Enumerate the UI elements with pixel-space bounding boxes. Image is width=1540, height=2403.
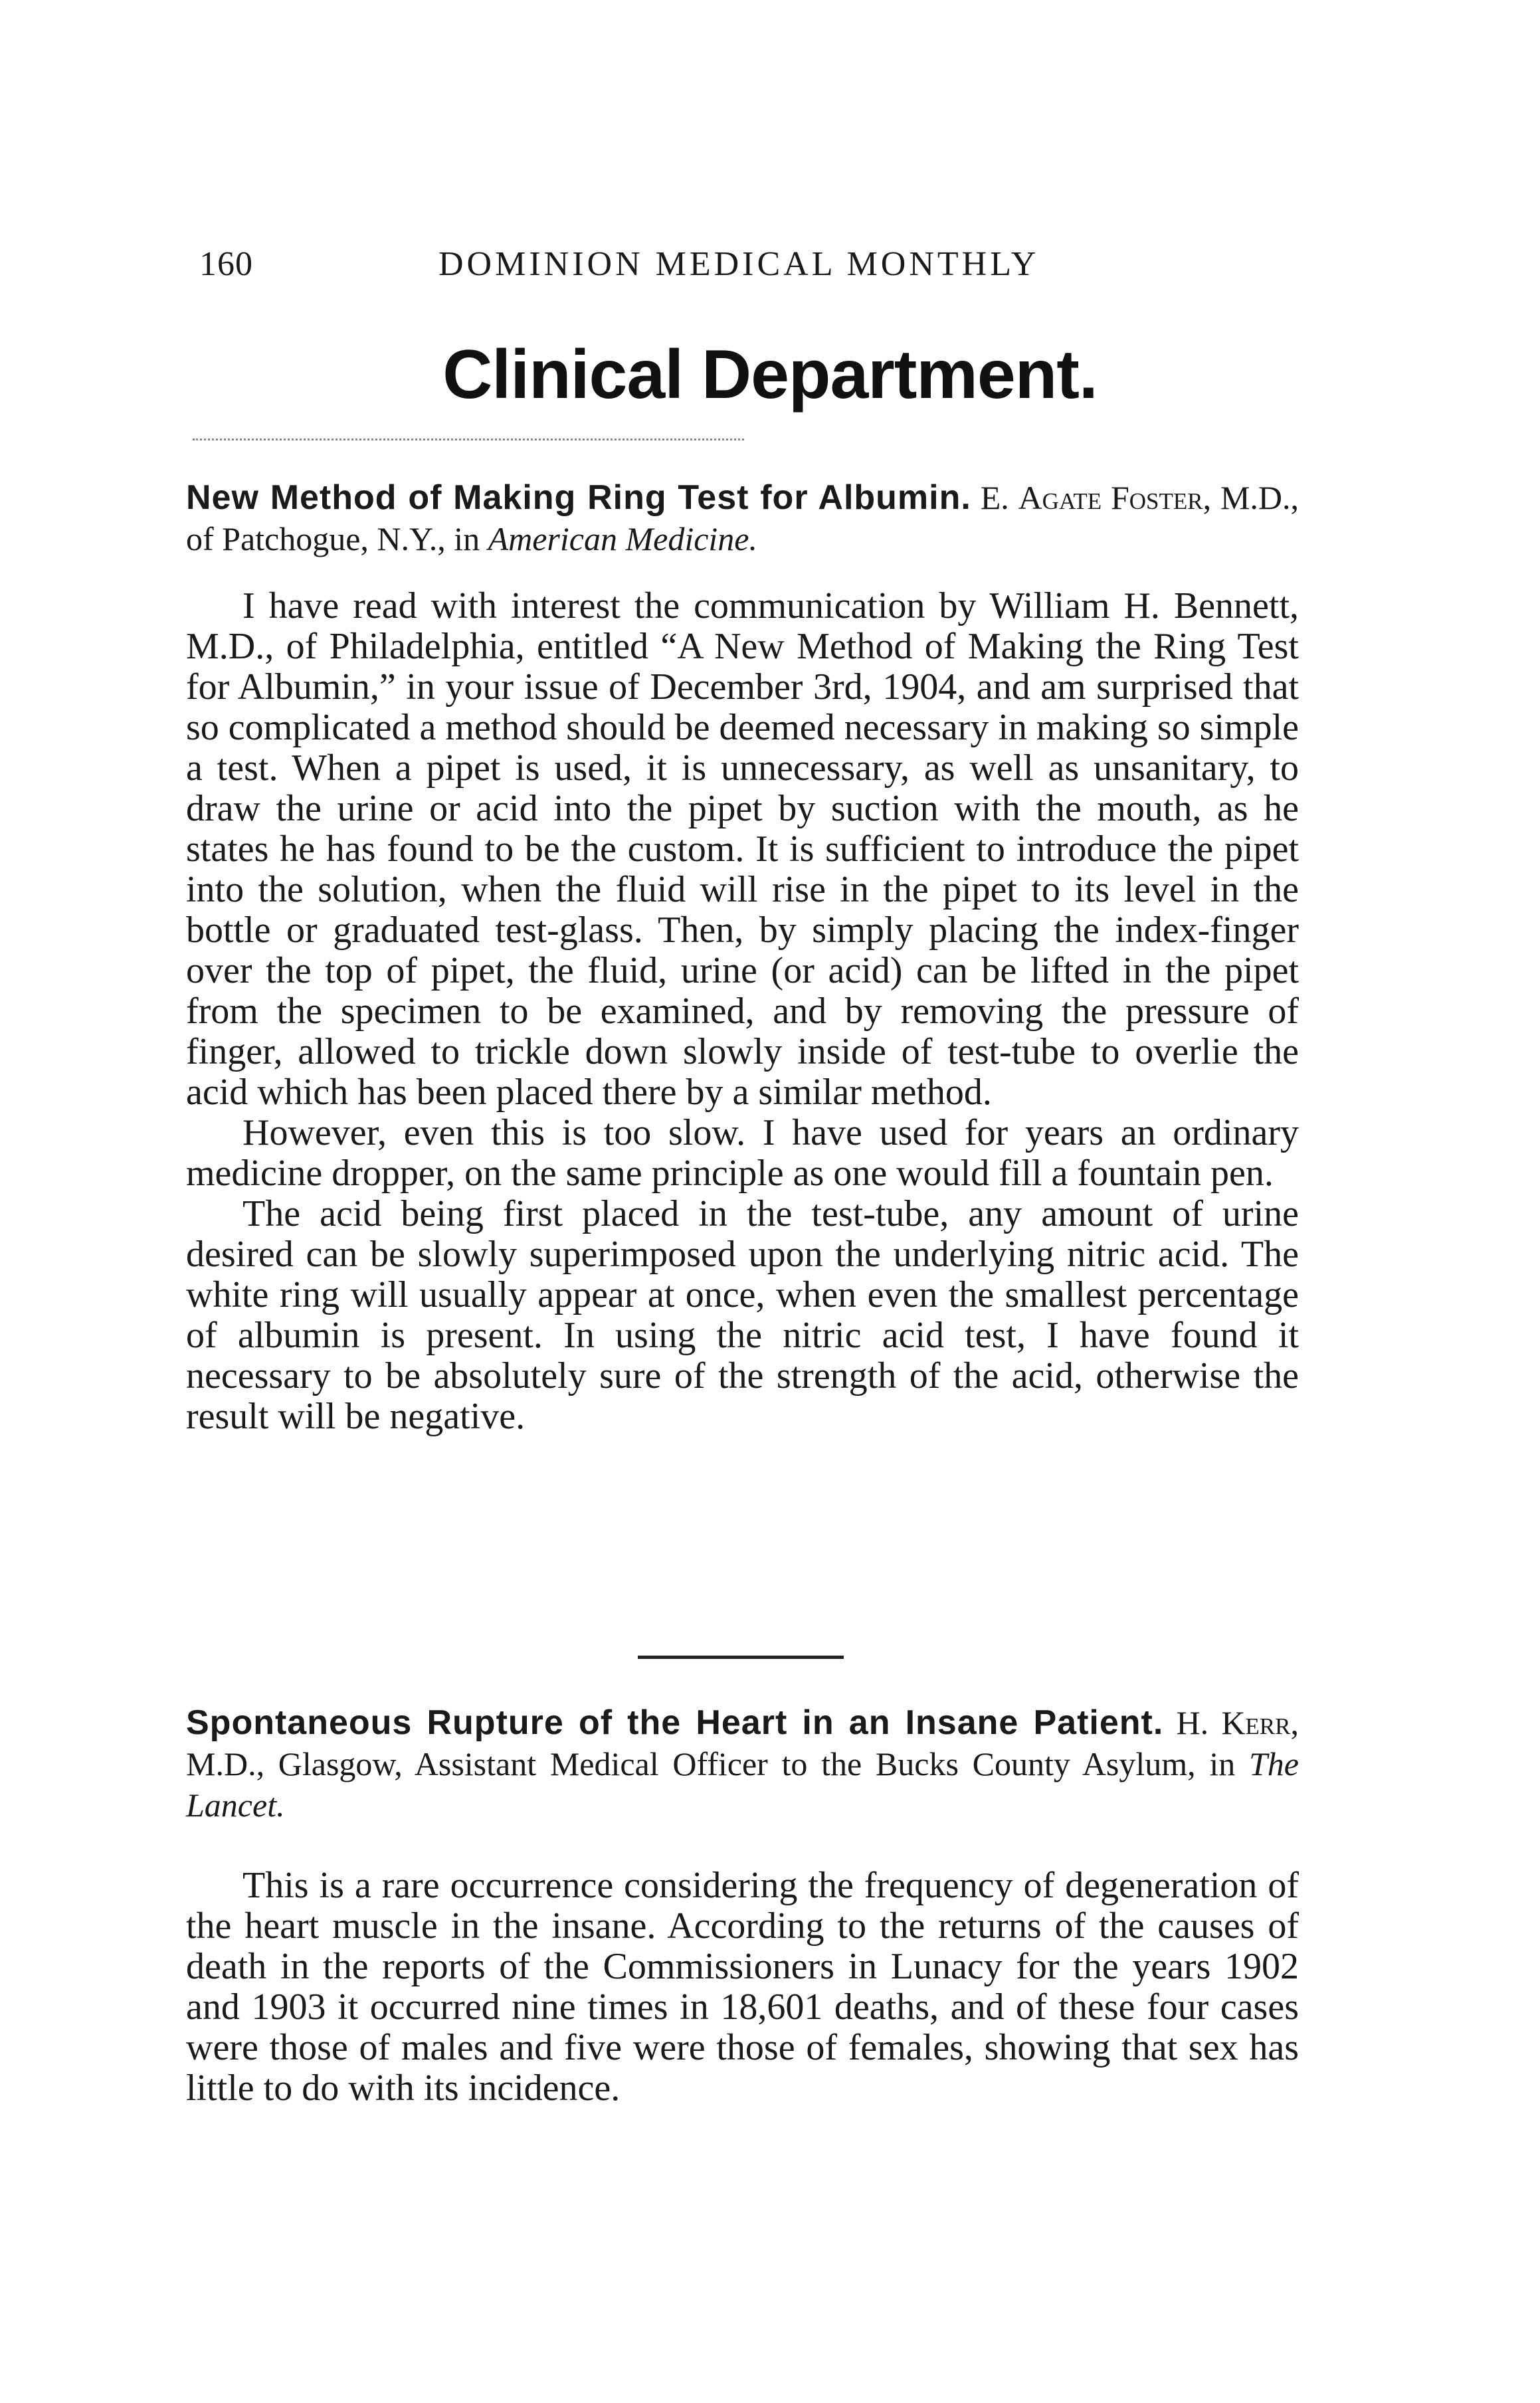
article-body (186, 586, 1299, 1437)
article-headline: New Method of Making Ring Test for Albumin. (186, 478, 971, 517)
paragraph: I have read with interest the communication by William H. Bennett, M.D., of Philadelphia, entitled “A New Method of Making the Ring Test for Albumin,” in your issue of December 3rd, 1904, and am surprised that so complicated a method should be deemed necessary in making so simple a test. When a pipet is used, it is unnecessary, as well as unsanitary, to draw the urine or acid into the pipet by suction with the mouth, as he states he has found to be the custom. It is sufficient to introduce the pipet into the solution, when the fluid will rise in the pipet to its level in the bottle or graduated test-glass. Then, by simply placing the index-finger over the top of pipet, the fluid, urine (or acid) can be lifted in the pipet from the specimen to be examined, and by removing the pressure of finger, allowed to trickle down slowly inside of test-tube to overlie the acid which has been placed there by a similar method. (186, 585, 1299, 1113)
article (186, 477, 1299, 1437)
author-name: Kerr (1221, 1704, 1291, 1741)
article (186, 1702, 1299, 2109)
article-headline: Spontaneous Rupture of the Heart in an Insane Patient. (186, 1703, 1164, 1742)
author-details: , M.D., of Patchogue, N.Y., in (186, 479, 1299, 557)
section-title: Clinical Department. (442, 336, 1098, 413)
running-header (199, 244, 1302, 291)
article-heading (186, 1702, 1299, 1826)
paragraph: However, even this is too slow. I have used for years an ordinary medicine dropper, on the same principle as one would fill a fountain pen. (186, 1112, 1299, 1194)
author-initial: H. (1176, 1704, 1209, 1741)
article-heading (186, 477, 1299, 559)
article-body (186, 1866, 1299, 2109)
journal-title: DOMINION MEDICAL MONTHLY (438, 245, 1040, 283)
article-separator (638, 1656, 844, 1659)
author-initial: E. (980, 479, 1009, 516)
author-name: Agate Foster (1018, 479, 1203, 516)
source-publication: The Lancet. (186, 1745, 1299, 1824)
source-publication: American Medicine. (488, 520, 757, 557)
paragraph: The acid being first placed in the test-tube, any amount of urine desired can be slowly superimposed upon the underlying nitric acid. The white ring will usually appear at once, when even the smallest percentage of albumin is present. In using the nitric acid test, I have found it necessary to be absolutely sure of the strength of the acid, otherwise the result will be negative. (186, 1193, 1299, 1437)
section-divider (193, 438, 744, 440)
page-number: 160 (199, 245, 253, 283)
paragraph: This is a rare occurrence considering the frequency of degeneration of the heart muscle in the insane. According to the returns of the causes of death in the reports of the Commissioners in Lunacy for the years 1902 and 1903 it occurred nine times in 18,601 deaths, and of these four cases were those of males and five were those of females, showing that sex has little to do with its incidence. (186, 1865, 1299, 2109)
author-details: , M.D., Glasgow, Assistant Medical Officer to the Bucks County Asylum, in (186, 1704, 1299, 1782)
